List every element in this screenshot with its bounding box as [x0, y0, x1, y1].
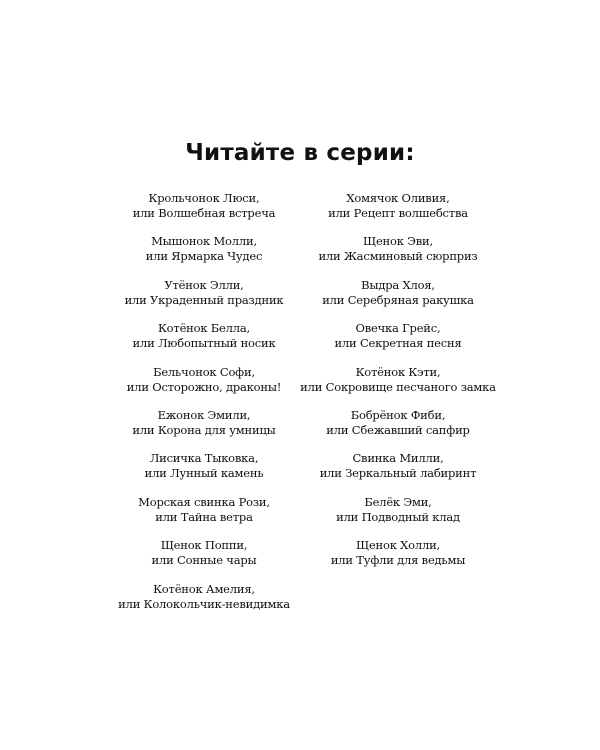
series-entry — [84, 582, 324, 625]
book-title: Котёнок Белла, — [157, 321, 250, 336]
book-subtitle: или Секретная песня — [334, 336, 462, 351]
book-subtitle: или Колокольчик-невидимка — [118, 596, 290, 611]
book-title: Котёнок Амелия, — [153, 581, 255, 596]
book-title: Котёнок Кэти, — [355, 364, 441, 379]
book-title: Щенок Поппи, — [160, 538, 248, 553]
series-entry — [278, 191, 518, 234]
book-title: Свинка Милли, — [352, 451, 444, 466]
book-subtitle: или Зеркальный лабиринт — [319, 466, 477, 481]
book-subtitle: или Серебряная ракушка — [322, 292, 474, 307]
book-title: Мышонок Молли, — [151, 234, 257, 249]
book-title: Крольчонок Люси, — [148, 191, 260, 205]
series-entry — [278, 451, 518, 494]
book-subtitle: или Жасминовый сюрприз — [318, 249, 478, 264]
book-title: Щенок Эви, — [363, 234, 433, 249]
book-title: Бельчонок Софи, — [153, 364, 255, 379]
series-entry — [278, 278, 518, 321]
book-subtitle: или Осторожно, драконы! — [126, 379, 282, 394]
book-title: Ежонок Эмили, — [157, 407, 251, 422]
series-entry — [278, 495, 518, 538]
book-subtitle: или Туфли для ведьмы — [330, 553, 466, 568]
book-subtitle: или Рецепт волшебства — [328, 206, 468, 220]
book-title: Овечка Грейс, — [355, 321, 441, 336]
book-subtitle: или Сбежавший сапфир — [326, 422, 470, 437]
book-title: Хомячок Оливия, — [346, 191, 450, 205]
series-entry — [278, 538, 518, 581]
book-title: Щенок Холли, — [355, 538, 440, 553]
book-subtitle: или Тайна ветра — [155, 509, 253, 524]
book-subtitle: или Корона для умницы — [132, 422, 276, 437]
book-title: Выдра Хлоя, — [361, 277, 435, 292]
book-title: Лисичка Тыковка, — [149, 451, 259, 466]
book-subtitle: или Украденный праздник — [124, 292, 284, 307]
book-title: Белёк Эми, — [364, 494, 432, 509]
book-subtitle: или Ярмарка Чудес — [145, 249, 263, 264]
book-subtitle: или Лунный камень — [144, 466, 264, 481]
book-subtitle: или Волшебная встреча — [132, 206, 276, 220]
book-title: Бобрёнок Фиби, — [350, 407, 446, 422]
series-entry — [278, 365, 518, 408]
book-title: Утёнок Элли, — [164, 277, 244, 292]
book-subtitle: или Любопытный носик — [132, 336, 276, 351]
book-subtitle: или Сонные чары — [151, 553, 257, 568]
series-entry — [278, 321, 518, 364]
page-heading: Читайте в серии: — [185, 140, 415, 166]
series-entry — [278, 408, 518, 451]
series-entry — [278, 234, 518, 277]
right-series-column — [278, 191, 518, 582]
book-title: Морская свинка Рози, — [138, 494, 270, 509]
book-subtitle: или Подводный клад — [336, 509, 460, 524]
book-subtitle: или Сокровище песчаного замка — [300, 379, 496, 394]
